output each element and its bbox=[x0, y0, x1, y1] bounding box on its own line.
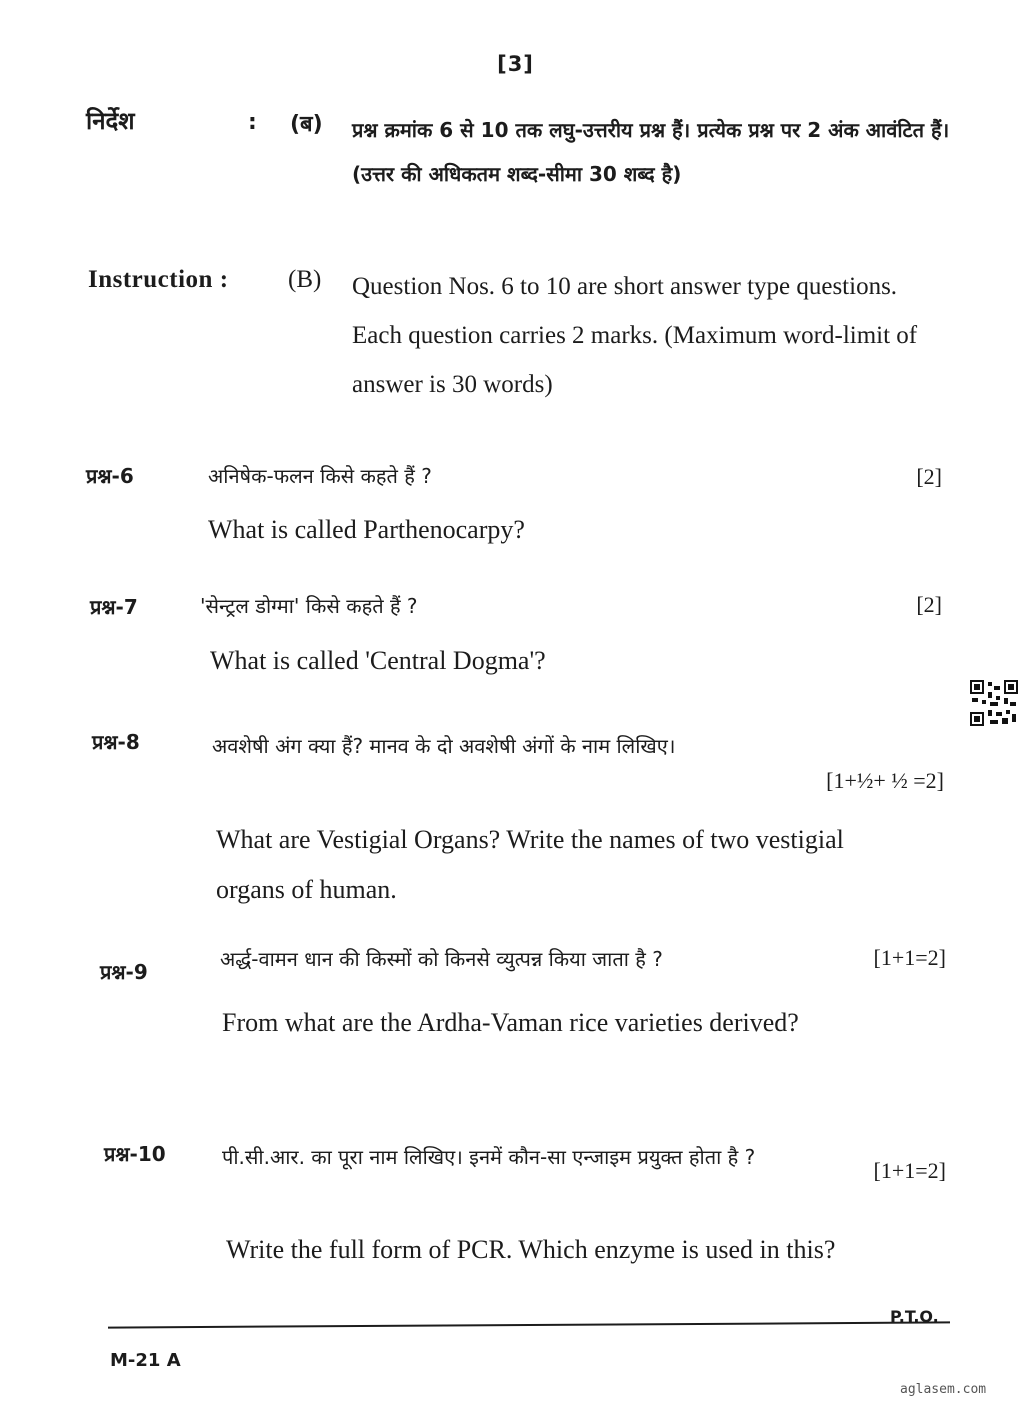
question-9-label: प्रश्न-9 bbox=[100, 960, 148, 984]
watermark: aglasem.com bbox=[900, 1382, 987, 1397]
question-9-hindi: अर्द्ध-वामन धान की किस्मों को किनसे व्युत्पन्न किया जाता है ? bbox=[220, 947, 663, 971]
question-8-hindi: अवशेषी अंग क्या हैं? मानव के दो अवशेषी अंगों के नाम लिखिए। bbox=[212, 734, 676, 758]
pto-label: P.T.O. bbox=[890, 1307, 939, 1326]
instruction-colon: : bbox=[248, 110, 257, 135]
footer-divider bbox=[108, 1321, 950, 1328]
question-10-hindi: पी.सी.आर. का पूरा नाम लिखिए। इनमें कौन-सा एन्जाइम प्रयुक्त होता है ? bbox=[222, 1145, 756, 1169]
paper-code: M-21 A bbox=[110, 1350, 181, 1371]
question-10-english: Write the full form of PCR. Which enzyme is used in this? bbox=[226, 1235, 836, 1264]
question-7-label: प्रश्न-7 bbox=[90, 595, 138, 619]
instruction-label-english: Instruction : bbox=[88, 266, 229, 293]
instruction-text-hindi: प्रश्न क्रमांक 6 से 10 तक लघु-उत्तरीय प्रश्न हैं। प्रत्येक प्रश्न पर 2 अंक आवंटित हैं। (उत्तर की अधिकतम शब्द-सीमा 30 शब्द है) bbox=[352, 118, 950, 186]
question-6-english: What is called Parthenocarpy? bbox=[208, 515, 525, 544]
question-6-hindi: अनिषेक-फलन किसे कहते हैं ? bbox=[208, 464, 432, 488]
question-7-english: What is called 'Central Dogma'? bbox=[210, 646, 546, 675]
question-9-marks: [1+1=2] bbox=[873, 945, 946, 970]
question-7-marks: [2] bbox=[916, 592, 942, 617]
question-7-hindi: 'सेन्ट्रल डोग्मा' किसे कहते हैं ? bbox=[200, 594, 418, 618]
question-8-english: What are Vestigial Organs? Write the names of two vestigial organs of human. bbox=[216, 825, 844, 904]
page-number: [3] bbox=[497, 52, 534, 76]
question-10-label: प्रश्न-10 bbox=[104, 1142, 166, 1166]
instruction-mark-english: (B) bbox=[288, 266, 322, 293]
instruction-label-hindi: निर्देश bbox=[86, 107, 135, 135]
question-6-marks: [2] bbox=[916, 464, 942, 489]
instruction-text-english: Question Nos. 6 to 10 are short answer type questions. Each question carries 2 marks. (Maximum word-limit of answer is 30 words) bbox=[352, 273, 918, 398]
qr-code-icon bbox=[970, 680, 1018, 726]
question-8-label: प्रश्न-8 bbox=[92, 730, 140, 754]
question-6-label: प्रश्न-6 bbox=[86, 464, 134, 488]
instruction-mark-hindi: (ब) bbox=[290, 112, 323, 137]
question-8-marks: [1+½+ ½ =2] bbox=[826, 768, 944, 793]
question-10-marks: [1+1=2] bbox=[873, 1158, 946, 1183]
question-9-english: From what are the Ardha-Vaman rice varieties derived? bbox=[222, 1008, 799, 1037]
